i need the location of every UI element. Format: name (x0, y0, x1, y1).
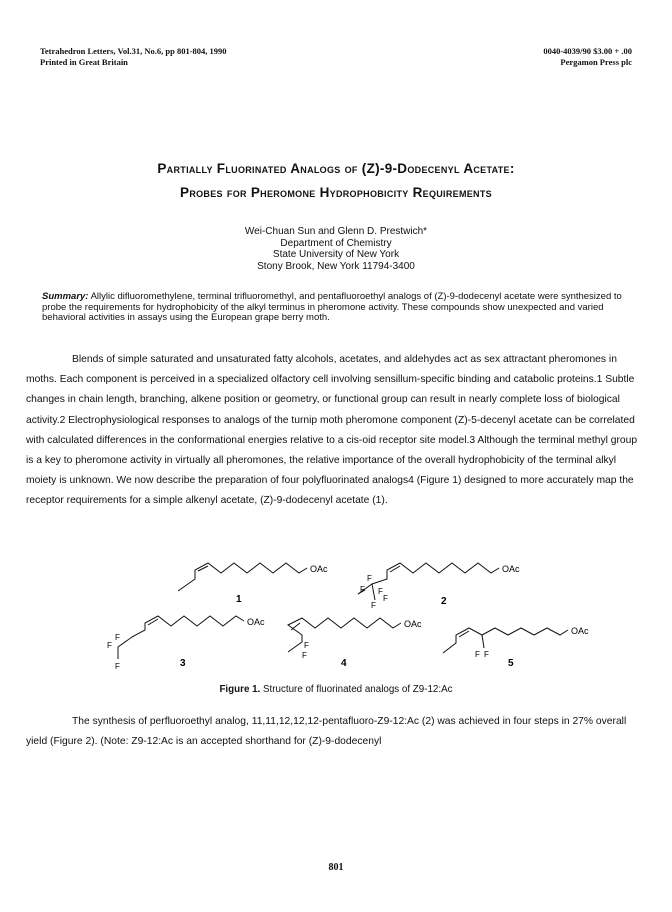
compound-3-chain (118, 616, 244, 659)
compound-4-fluorine: F (304, 641, 309, 650)
caption-label: Figure 1. (219, 684, 261, 695)
figure-caption (40, 684, 632, 695)
title-line-2: Probes for Pheromone Hydrophobicity Requirements (180, 185, 492, 200)
paragraph-2: The synthesis of perfluoroethyl analog, 11,11,12,12,12-pentafluoro-Z9-12:Ac (2) was achieved in four steps in 27% overall yield (Figure 2). (Note: Z9-12:Ac is an accepted shorthand for (Z)-9-dodecenyl (26, 716, 627, 748)
compound-2-oac: OAc (502, 564, 520, 574)
compound-5-fluorine: F (484, 650, 489, 659)
compound-2-fluorine: F (371, 601, 376, 610)
compound-3-fluorine: F (107, 641, 112, 650)
paper-title (40, 157, 632, 205)
author-department: Department of Chemistry (280, 237, 392, 249)
compound-label-4: 4 (341, 658, 347, 669)
printed-line: Printed in Great Britain (40, 57, 128, 67)
summary-text: Allylic difluoromethylene, terminal trifluoromethyl, and pentafluoroethyl analogs of (Z)-9-dodecenyl acetate were synthesized to probe the requirements for hydrophobicity of the alkyl terminus in pheromone activity. These compounds show unexpected and varied behavioral activities in assays using the European grape berry moth. (42, 291, 622, 323)
compound-1-oac: OAc (310, 564, 328, 574)
compound-5-oac: OAc (571, 626, 589, 636)
publisher-line: Pergamon Press plc (560, 57, 632, 67)
compound-3-oac: OAc (247, 617, 265, 627)
body-text-2 (26, 712, 646, 752)
author-address: Stony Brook, New York 11794-3400 (257, 260, 415, 272)
compound-label-5: 5 (508, 658, 514, 669)
compound-3-fluorine: F (115, 633, 120, 642)
publisher-info (543, 46, 632, 68)
compound-4-oac: OAc (404, 619, 422, 629)
compound-5-fluorine: F (475, 650, 480, 659)
compound-1-chain (178, 563, 307, 591)
body-text (26, 350, 646, 512)
author-university: State University of New York (272, 249, 400, 260)
compound-5-chain (443, 628, 568, 653)
author-block (40, 226, 632, 272)
journal-citation (40, 46, 227, 68)
compound-label-1: 1 (236, 594, 242, 605)
compound-label-2: 2 (441, 596, 447, 607)
page-number: 801 (328, 862, 344, 873)
compound-label-3: 3 (180, 658, 186, 669)
journal-line: Tetrahedron Letters, Vol.31, No.6, pp 801-804, 1990 (40, 46, 227, 56)
caption-text: Structure of fluorinated analogs of Z9-12:Ac (260, 684, 453, 695)
author-names: Wei-Chuan Sun and Glenn D. Prestwich* (244, 226, 428, 237)
compound-2-fluorine: F (378, 587, 383, 596)
compound-2-fluorine: F (360, 585, 365, 594)
price-line: 0040-4039/90 $3.00 + .00 (543, 46, 632, 56)
figure-1-structures (0, 560, 672, 685)
title-line-1: Partially Fluorinated Analogs of (Z)-9-Dodecenyl Acetate: (157, 161, 515, 176)
compound-2-fluorine: F (367, 574, 372, 583)
summary-label: Summary: (42, 291, 89, 302)
compound-3-fluorine: F (115, 662, 120, 671)
summary (42, 292, 630, 324)
paragraph-1: Blends of simple saturated and unsaturated fatty alcohols, acetates, and aldehydes act as sex attractant pheromones in moths. Each component is perceived in a specialized olfactory cell involving sensillum-specific binding and catabolic proteins.1 Subtle changes in chain length, branching, alkene position or geometry, or functional group can result in nearly complete loss of biological activity.2 Electrophysiological responses to analogs of the turnip moth pheromone component (Z)-5-decenyl acetate can be correlated with calculated differences in the conformational energies relative to a cis-oid receptor site model.3 Although the terminal methyl group is a key to pheromone activity in virtually all pheromones, the relative importance of the overall hydrophobicity of the terminal alkyl moiety is unknown. We now describe the preparation of four polyfluorinated analogs4 (Figure 1) designed to more accurately map the receptor requirements for a simple alkenyl acetate, (Z)-9-dodecenyl acetate (1). (26, 354, 638, 507)
compound-2-fluorine: F (383, 594, 388, 603)
compound-4-fluorine: F (302, 651, 307, 660)
